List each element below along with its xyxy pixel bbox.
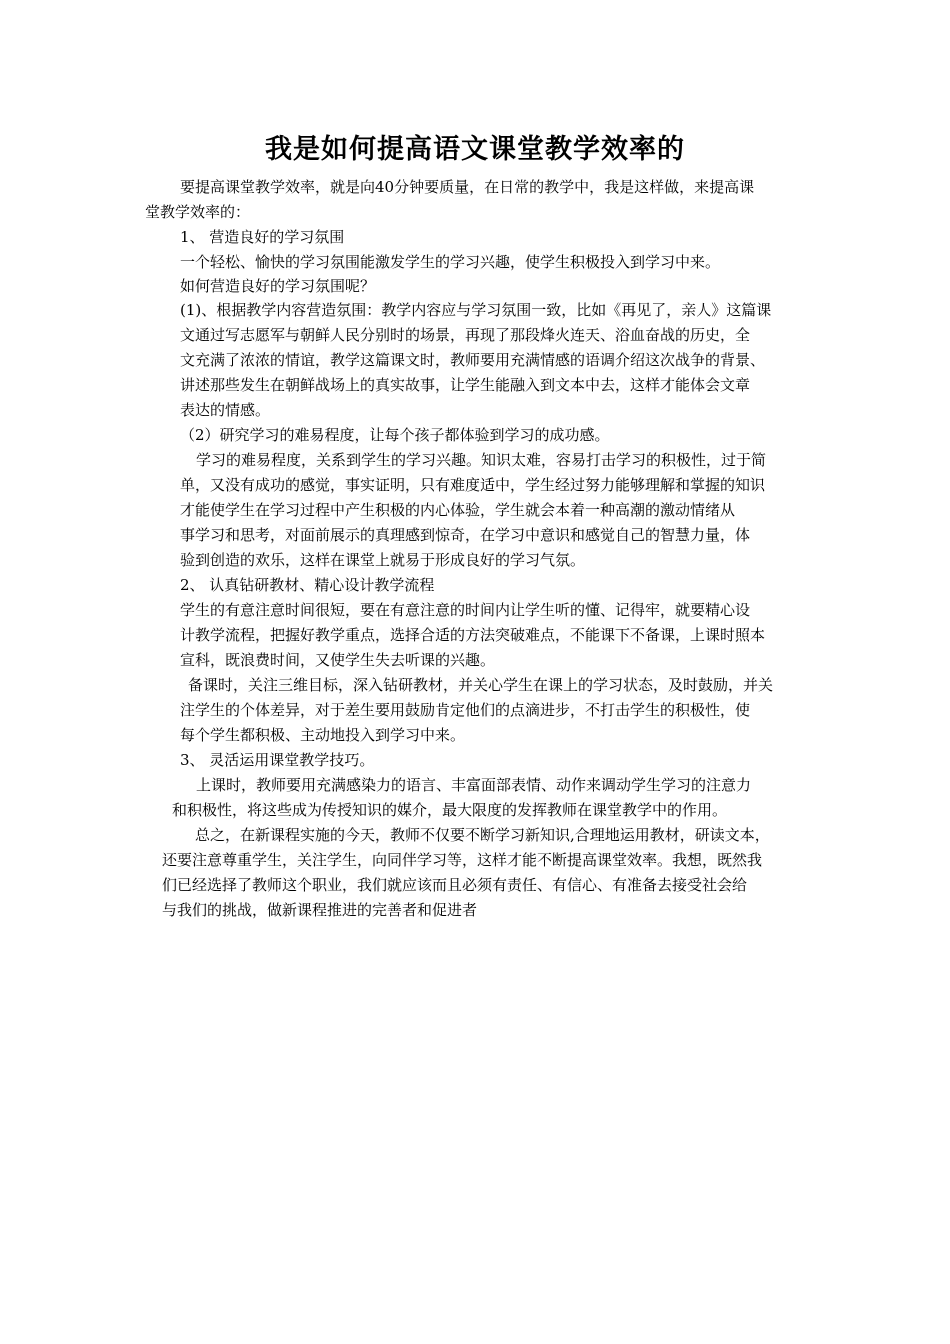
document-title: 我是如何提高语文课堂教学效率的 (265, 134, 685, 165)
paragraph-line: 堂教学效率的： (145, 203, 251, 221)
paragraph-line: 每个学生都积极、主动地投入到学习中来。 (180, 726, 466, 744)
paragraph-line: 文通过写志愿军与朝鲜人民分别时的场景，再现了那段烽火连天、浴血奋战的历史，全 (180, 326, 751, 344)
paragraph-line: 学习的难易程度，关系到学生的学习兴趣。知识太难，容易打击学习的积极性，过于简 (196, 451, 767, 469)
paragraph-line: 一个轻松、愉快的学习氛围能激发学生的学习兴趣，使学生积极投入到学习中来。 (180, 253, 721, 271)
section-heading: 3、 灵活运用课堂教学技巧。 (180, 751, 375, 769)
paragraph-line: 学生的有意注意时间很短，要在有意注意的时间内让学生听的懂、记得牢，就要精心设 (180, 601, 751, 619)
section-heading: 2、 认真钻研教材、精心设计教学流程 (180, 576, 435, 594)
paragraph-line: 要提高课堂教学效率，就是向40分钟要质量，在日常的教学中，我是这样做，来提高课 (180, 178, 755, 196)
paragraph-line: 计教学流程，把握好教学重点，选择合适的方法突破难点，不能课下不备课，上课时照本 (180, 626, 766, 644)
paragraph-line: 事学习和思考，对面前展示的真理感到惊奇，在学习中意识和感觉自己的智慧力量，体 (180, 526, 751, 544)
section-heading: 1、 营造良好的学习氛围 (180, 228, 345, 246)
paragraph-line: 如何营造良好的学习氛围呢？ (180, 277, 376, 295)
paragraph-line: 才能使学生在学习过程中产生积极的内心体验，学生就会本着一种高潮的激动情绪从 (180, 501, 736, 519)
paragraph-line: 上课时，教师要用充满感染力的语言、丰富面部表情、动作来调动学生学习的注意力 (196, 776, 752, 794)
paragraph-line: 验到创造的欢乐，这样在课堂上就易于形成良好的学习气氛。 (180, 551, 586, 569)
paragraph-line: 们已经选择了教师这个职业，我们就应该而且必须有责任、有信心、有准备去接受社会给 (162, 876, 748, 894)
paragraph-line: 备课时，关注三维目标，深入钻研教材，并关心学生在课上的学习状态，及时鼓励，并关 (188, 676, 774, 694)
paragraph-line: （2）研究学习的难易程度，让每个孩子都体验到学习的成功感。 (180, 426, 610, 444)
paragraph-line: 和积极性，将这些成为传授知识的媒介，最大限度的发挥教师在课堂教学中的作用。 (172, 801, 728, 819)
paragraph-line: 与我们的挑战，做新课程推进的完善者和促进者 (162, 901, 478, 919)
paragraph-line: 文充满了浓浓的情谊，教学这篇课文时，教师要用充满情感的语调介绍这次战争的背景、 (180, 351, 766, 369)
paragraph-line: 注学生的个体差异，对于差生要用鼓励肯定他们的点滴进步，不打击学生的积极性，使 (180, 701, 751, 719)
paragraph-line: 表达的情感。 (180, 401, 271, 419)
paragraph-line: (1)、根据教学内容营造氛围：教学内容应与学习氛围一致，比如《再见了，亲人》这篇课 (180, 301, 772, 319)
paragraph-line: 讲述那些发生在朝鲜战场上的真实故事，让学生能融入到文本中去，这样才能体会文章 (180, 376, 751, 394)
paragraph-line: 总之，在新课程实施的今天，教师不仅要不断学习新知识,合理地运用教材，研读文本， (195, 826, 770, 844)
paragraph-line: 宣科，既浪费时间，又使学生失去听课的兴趣。 (180, 651, 496, 669)
paragraph-line: 还要注意尊重学生，关注学生，向同伴学习等，这样才能不断提高课堂效率。我想，既然我 (162, 851, 763, 869)
paragraph-line: 单，又没有成功的感觉，事实证明，只有难度适中，学生经过努力能够理解和掌握的知识 (180, 476, 766, 494)
